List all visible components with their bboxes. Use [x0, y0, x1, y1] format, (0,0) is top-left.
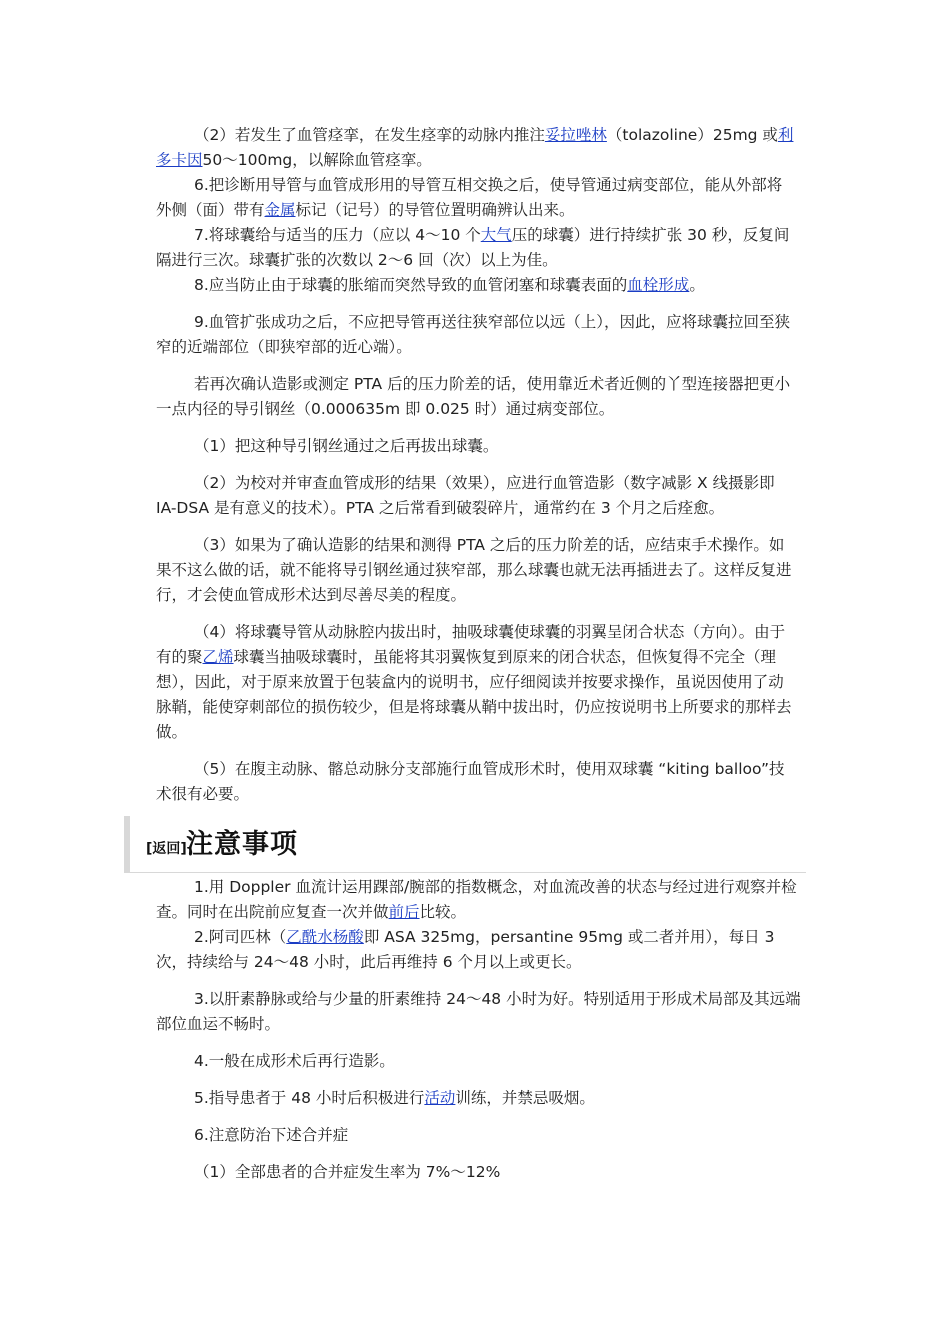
paragraph-vasospasm	[156, 123, 796, 173]
link-before-after[interactable]: 前后	[388, 903, 420, 921]
link-thrombosis[interactable]: 血栓形成	[627, 276, 690, 294]
paragraph-step-7	[156, 223, 796, 273]
paragraph-item-4: 4.一般在成形术后再行造影。	[194, 1052, 395, 1070]
text: 2.阿司匹林（	[194, 928, 287, 946]
text: 即 ASA 325mg，persantine 95mg 或二者并用），每日 3 次，持续给与 24～48 小时，此后再维持 6 个月以上或更长。	[156, 928, 775, 971]
text: 50～100mg，以解除血管痉挛。	[202, 151, 432, 169]
text: 标记（记号）的导管位置明确辨认出来。	[295, 201, 575, 219]
link-atmosphere[interactable]: 大气	[480, 226, 512, 244]
text: 7.将球囊给与适当的压力（应以 4～10 个	[194, 226, 481, 244]
paragraph-step-6	[156, 173, 796, 223]
link-lidocaine[interactable]: 利多卡因	[156, 126, 794, 169]
text: 6.把诊断用导管与血管成形用的导管互相交换之后，使导管通过病变部位，能从外部将外侧（面）带有	[156, 176, 783, 219]
text: 训练，并禁忌吸烟。	[455, 1089, 595, 1107]
back-link[interactable]: [返回]	[146, 841, 187, 857]
text: 5.指导患者于 48 小时后积极进行	[194, 1089, 425, 1107]
section-title: 注意事项	[186, 829, 298, 860]
article-body-top	[156, 123, 796, 807]
paragraph-step-9: 9.血管扩张成功之后，不应把导管再送往狭窄部位以远（上），因此，应将球囊拉回至狭窄的近端部位（即狭窄部的近心端）。	[156, 313, 791, 356]
paragraph-item-2	[156, 925, 806, 975]
paragraph-item-3: 3.以肝素静脉或给与少量的肝素维持 24～48 小时为好。特别适用于形成术局部及其远端部位血运不畅时。	[156, 990, 801, 1033]
text: 8.应当防止由于球囊的胀缩而突然导致的血管闭塞和球囊表面的	[194, 276, 628, 294]
text: 。	[689, 276, 705, 294]
section-header-precautions	[124, 816, 806, 873]
text: 比较。	[419, 903, 467, 921]
paragraph-recheck: 若再次确认造影或测定 PTA 后的压力阶差的话，使用靠近术者近侧的丫型连接器把更小一点内径的导引钢丝（0.000635m 即 0.025 时）通过病变部位。	[156, 375, 791, 418]
link-activity[interactable]: 活动	[424, 1089, 456, 1107]
paragraph-sub-5: （5）在腹主动脉、髂总动脉分支部施行血管成形术时，使用双球囊 “kiting balloo”技术很有必要。	[156, 760, 785, 803]
paragraph-step-8	[156, 273, 796, 298]
paragraph-sub-3: （3）如果为了确认造影的结果和测得 PTA 之后的压力阶差的话，应结束手术操作。如果不这么做的话，就不能将导引钢丝通过狭窄部，那么球囊也就无法再插进去了。这样反复进行，才会使血管成形术达到尽善尽美的程度。	[156, 536, 792, 604]
link-metal[interactable]: 金属	[264, 201, 296, 219]
text: （2）若发生了血管痉挛，在发生痉挛的动脉内推注	[194, 126, 545, 144]
article-body-precautions	[156, 875, 806, 1185]
text: 球囊当抽吸球囊时，虽能将其羽翼恢复到原来的闭合状态，但恢复得不完全（理想），因此，对于原来放置于包装盒内的说明书，应仔细阅读并按要求操作，虽说因使用了动脉鞘，能使穿刺部位的损伤较少，但是将球囊从鞘中拔出时，仍应按说明书上所要求的那样去做。	[156, 648, 792, 741]
paragraph-item-6-sub-1: （1）全部患者的合并症发生率为 7%～12%	[194, 1163, 501, 1181]
paragraph-item-5	[156, 1086, 806, 1111]
paragraph-item-6: 6.注意防治下述合并症	[194, 1126, 349, 1144]
text: （tolazoline）25mg 或	[606, 126, 778, 144]
paragraph-sub-2: （2）为校对并审查血管成形的结果（效果），应进行血管造影（数字减影 X 线摄影即 IA-DSA 是有意义的技术）。PTA 之后常看到破裂碎片，通常约在 3 个月之后痊愈。	[156, 474, 775, 517]
link-tolazoline[interactable]: 妥拉唑林	[544, 126, 607, 144]
text: 1.用 Doppler 血流计运用踝部/腕部的指数概念，对血流改善的状态与经过进行观察并检查。同时在出院前应复查一次并做	[156, 878, 797, 921]
paragraph-sub-4	[156, 620, 796, 745]
link-ethylene[interactable]: 乙烯	[202, 648, 234, 666]
text: （4）将球囊导管从动脉腔内拔出时，抽吸球囊使球囊的羽翼呈闭合状态（方向）。由于有的聚	[156, 623, 786, 666]
text: 压的球囊）进行持续扩张 30 秒，反复间隔进行三次。球囊扩张的次数以 2～6 回（次）以上为佳。	[156, 226, 790, 269]
paragraph-item-1	[156, 875, 806, 925]
paragraph-sub-1: （1）把这种导引钢丝通过之后再拔出球囊。	[194, 437, 499, 455]
link-acetylsalicylic-acid[interactable]: 乙酰水杨酸	[286, 928, 364, 946]
